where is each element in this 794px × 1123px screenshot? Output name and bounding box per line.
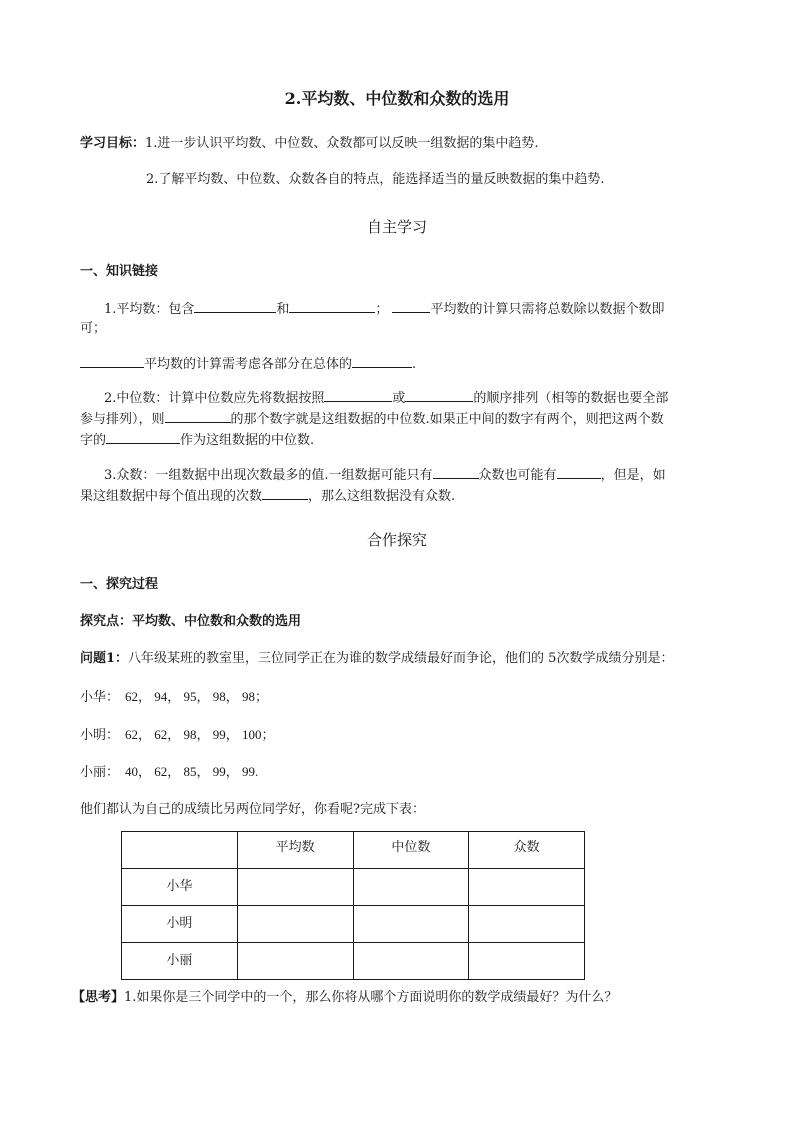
table-cell-mean[interactable] xyxy=(237,943,353,980)
table-row-label: 小明 xyxy=(122,906,238,943)
table-row-label: 小华 xyxy=(122,869,238,906)
explore-process-heading: 一、探究过程 xyxy=(80,577,159,592)
student-scores-xiaohua xyxy=(80,688,268,707)
median-text-f: 字的 xyxy=(80,433,107,448)
median-blank-1[interactable] xyxy=(324,388,392,402)
problem-text: 八年级某班的教室里，三位同学正在为谁的数学成绩最好而争论，他们的 5次数学成绩分别是： xyxy=(128,651,674,666)
mode-text-c: ，但是，如 xyxy=(600,468,666,483)
mode-line-2 xyxy=(80,486,455,506)
student-name: 小丽： xyxy=(80,765,120,780)
mode-blank-1[interactable] xyxy=(433,465,479,479)
objective-item-1: 1.进一步认识平均数、中位数、众数都可以反映一组数据的集中趋势. xyxy=(145,136,539,151)
student-scores: 62， 62， 98， 99， 100； xyxy=(125,727,275,742)
self-study-heading: 自主学习 xyxy=(366,218,427,236)
median-line-2 xyxy=(80,409,664,429)
think-question xyxy=(72,989,617,1007)
knowledge-link-heading: 一、知识链接 xyxy=(80,264,159,279)
median-line-1 xyxy=(104,388,668,408)
mode-text-b: 众数也可能有 xyxy=(478,468,557,483)
mean-text-e: 可； xyxy=(80,321,107,336)
objective-item-2: 2.了解平均数、中位数、众数各自的特点，能选择适当的量反映数据的集中趋势. xyxy=(146,172,605,187)
stats-table xyxy=(121,831,585,980)
table-header-cell: 中位数 xyxy=(353,832,469,869)
mode-blank-2[interactable] xyxy=(557,465,601,479)
objectives-line-1 xyxy=(80,135,539,153)
median-blank-3[interactable] xyxy=(165,409,231,423)
table-cell-median[interactable] xyxy=(353,943,469,980)
table-cell-mean[interactable] xyxy=(237,906,353,943)
mean-blank-4[interactable] xyxy=(80,354,144,368)
cooperate-heading: 合作探究 xyxy=(366,531,427,549)
table-cell-mean[interactable] xyxy=(237,869,353,906)
table-cell-mode[interactable] xyxy=(469,869,585,906)
table-header-row xyxy=(122,832,585,869)
mode-text-e: ，那么这组数据没有众数. xyxy=(308,489,456,504)
median-text-d: 参与排列），则 xyxy=(80,412,165,427)
mean-blank-3[interactable] xyxy=(392,299,430,313)
table-header-cell: 平均数 xyxy=(237,832,353,869)
student-scores: 40， 62， 85， 99， 99. xyxy=(125,764,259,779)
mean-blank-2[interactable] xyxy=(289,299,375,313)
mean-line-2: 平均数的计算需考虑各部分在总体的 . xyxy=(80,354,416,374)
median-blank-4[interactable] xyxy=(106,430,180,444)
table-cell-median[interactable] xyxy=(353,869,469,906)
table-row xyxy=(122,869,585,906)
student-name: 小华： xyxy=(80,690,120,705)
mean-text-c: ； xyxy=(375,302,389,317)
mean-blank-5[interactable] xyxy=(352,354,412,368)
mean-line-1 xyxy=(104,299,664,319)
table-row-label: 小丽 xyxy=(122,943,238,980)
median-text-g: 作为这组数据的中位数. xyxy=(180,433,315,448)
mean-blank-1[interactable] xyxy=(194,299,276,313)
table-instruction: 他们都认为自己的成绩比另两位同学好，你看呢?完成下表： xyxy=(80,802,425,817)
median-text-c: 的顺序排列（相等的数据也要全部 xyxy=(473,391,669,406)
explore-topic: 探究点：平均数、中位数和众数的选用 xyxy=(80,614,302,629)
table-header-cell xyxy=(122,832,238,869)
mode-text-d: 果这组数据中每个值出现的次数 xyxy=(80,489,263,504)
student-scores: 62， 94， 95， 98， 98； xyxy=(125,689,269,704)
objectives-label: 学习目标： xyxy=(80,136,146,151)
table-header-cell: 众数 xyxy=(469,832,585,869)
table-cell-mode[interactable] xyxy=(469,943,585,980)
problem-label: 问题1： xyxy=(80,651,129,666)
mode-line-1 xyxy=(104,465,666,485)
page-title: 2.平均数、中位数和众数的选用 xyxy=(284,89,510,108)
mean-text-f: 平均数的计算需考虑各部分在总体的 xyxy=(144,357,353,372)
median-text-a: 2.中位数：计算中位数应先将数据按照 xyxy=(104,391,325,406)
median-line-3 xyxy=(80,430,314,450)
student-scores-xiaoming xyxy=(80,726,275,745)
median-blank-2[interactable] xyxy=(405,388,473,402)
student-name: 小明： xyxy=(80,728,120,743)
student-scores-xiaoli xyxy=(80,763,258,782)
mode-text-a: 3.众数：一组数据中出现次数最多的值.一组数据可能只有 xyxy=(104,468,433,483)
think-text: 1.如果你是三个同学中的一个，那么你将从哪个方面说明你的数学成绩最好？为什么？ xyxy=(124,990,618,1005)
table-row xyxy=(122,943,585,980)
mean-text-a: 1.平均数：包含 xyxy=(104,302,195,317)
problem-1 xyxy=(80,650,673,668)
table-row xyxy=(122,906,585,943)
median-text-b: 或 xyxy=(392,391,406,406)
think-label: 【思考】 xyxy=(72,990,125,1005)
mode-blank-3[interactable] xyxy=(262,486,308,500)
mean-text-b: 和 xyxy=(276,302,290,317)
table-cell-median[interactable] xyxy=(353,906,469,943)
table-cell-mode[interactable] xyxy=(469,906,585,943)
median-text-e: 的那个数字就是这组数据的中位数.如果正中间的数字有两个，则把这两个数 xyxy=(230,412,664,427)
mean-text-d: 平均数的计算只需将总数除以数据个数即 xyxy=(430,302,665,317)
